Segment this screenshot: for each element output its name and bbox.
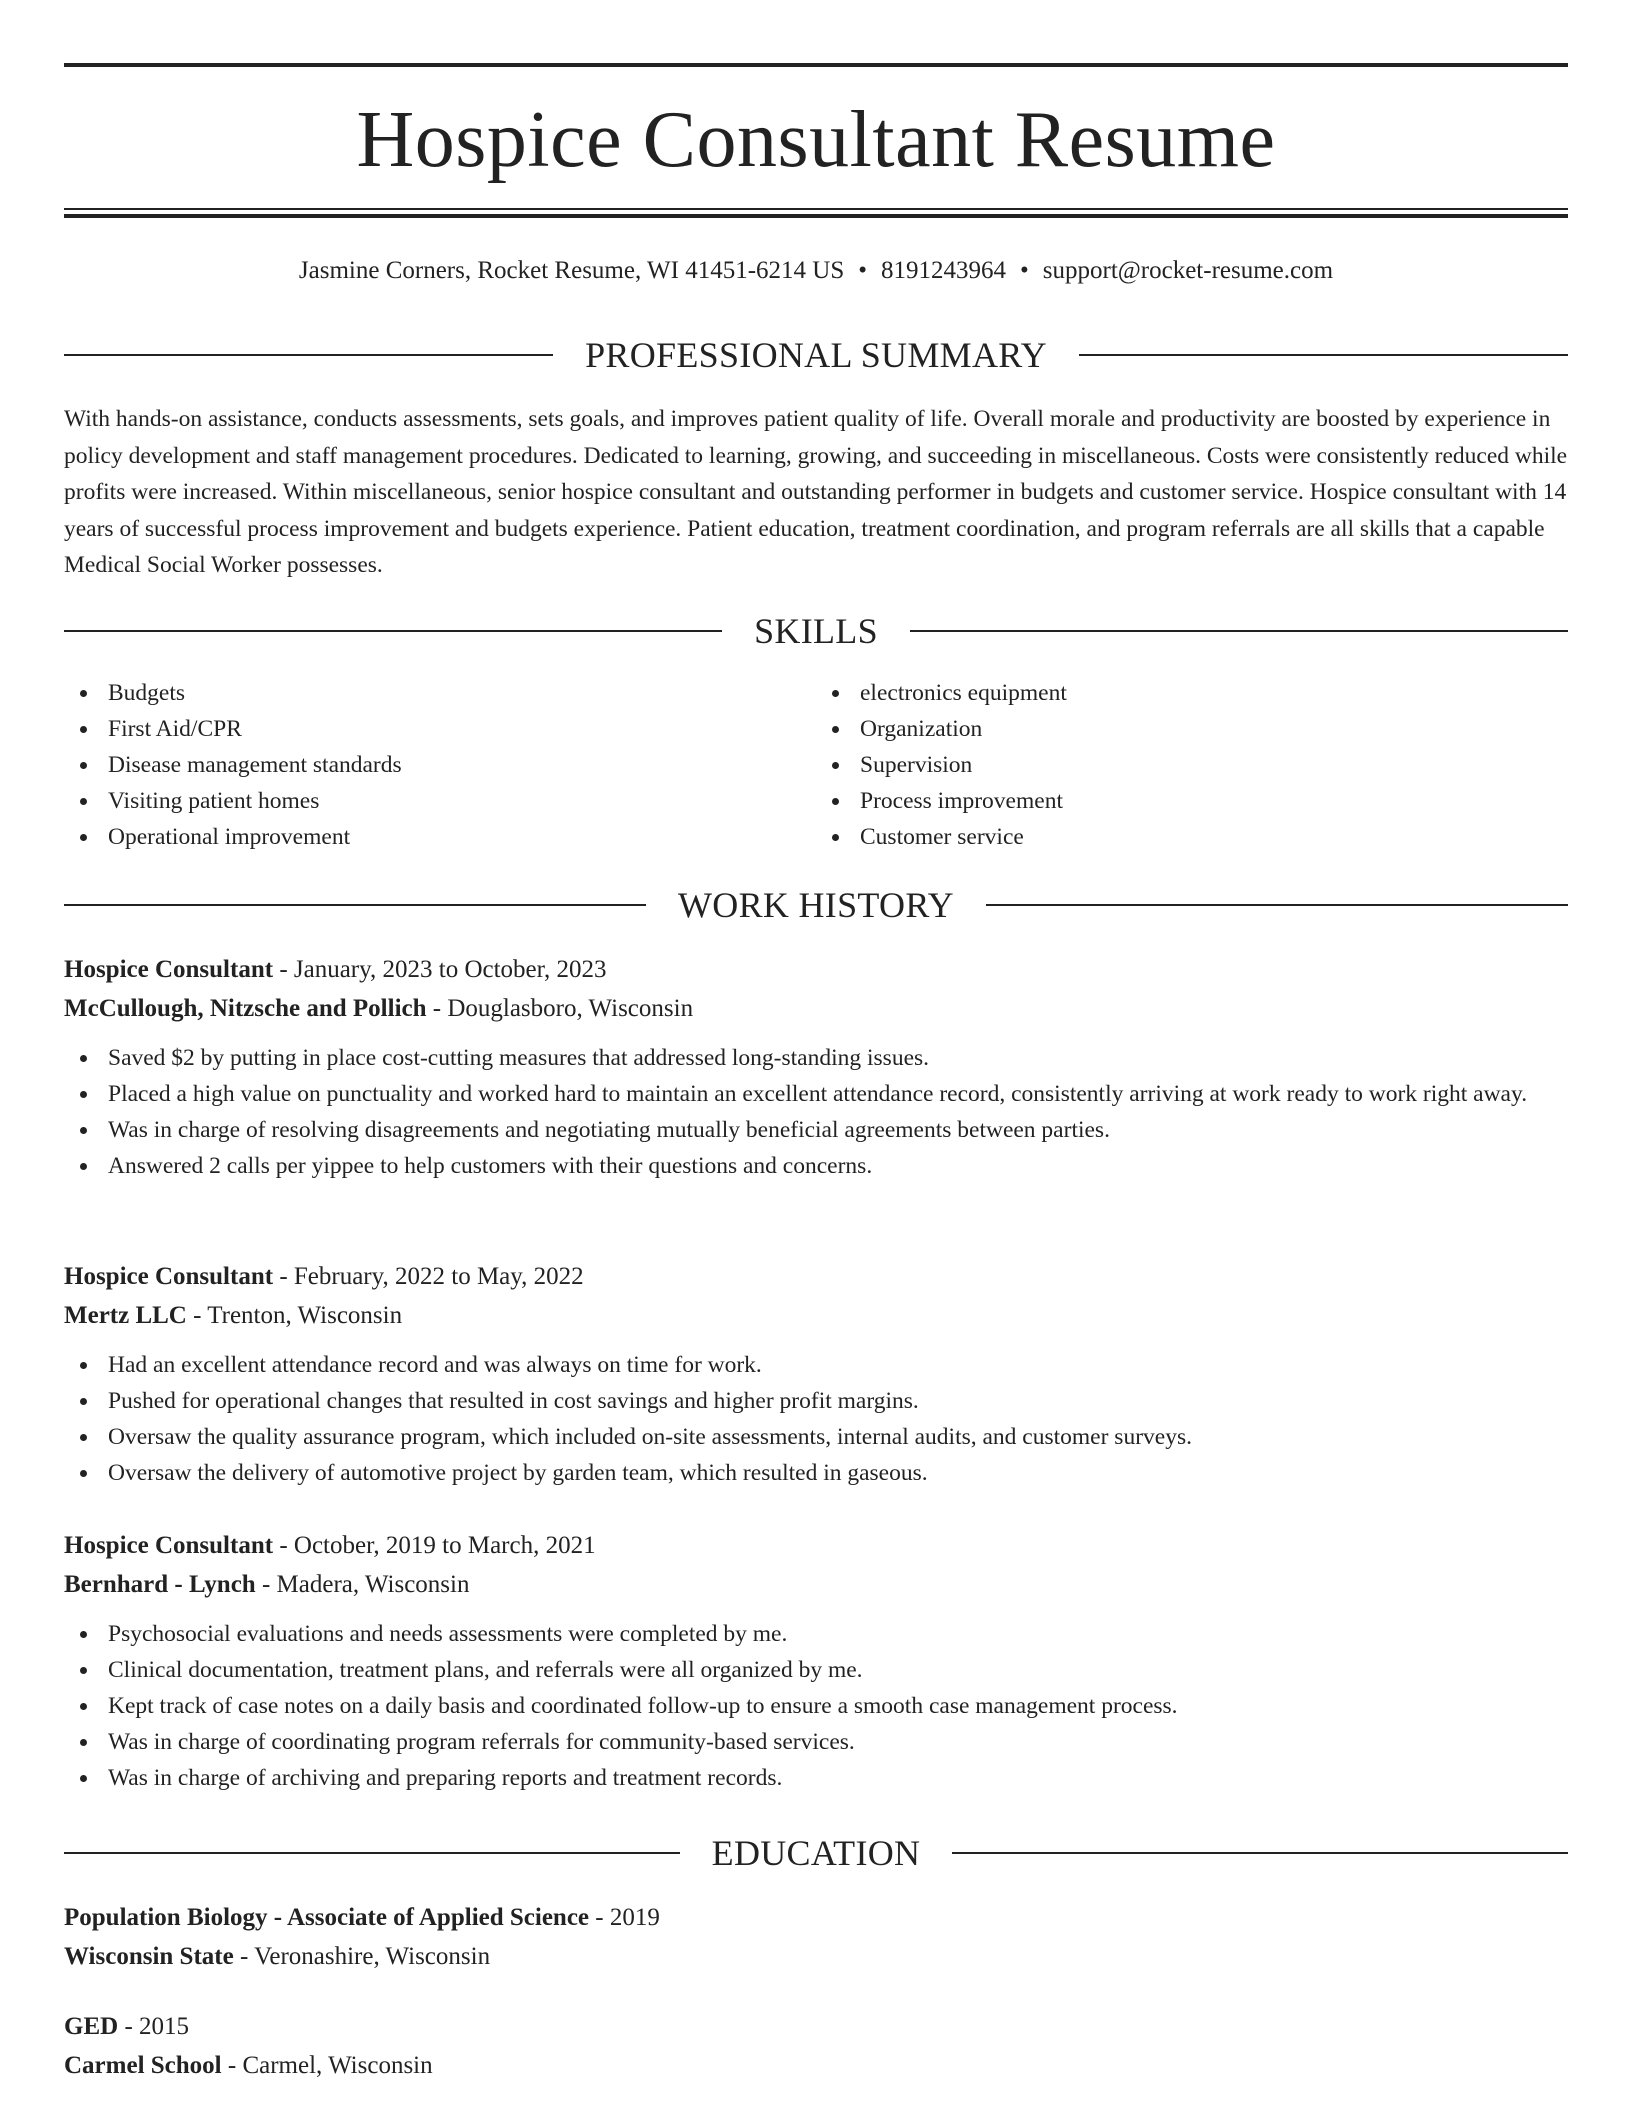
header-rule-lower	[64, 214, 1568, 218]
skills-column-left	[64, 675, 816, 855]
job-bullets	[64, 1347, 1568, 1491]
skill-item: Disease management standards	[64, 747, 816, 783]
skill-item: Visiting patient homes	[64, 783, 816, 819]
job-location: - Trenton, Wisconsin	[186, 1302, 403, 1329]
education-year: - 2015	[118, 2013, 190, 2040]
job-bullet: Placed a high value on punctuality and worked hard to maintain an excellent attendance record, consistently arriving at work ready to work right away.	[64, 1076, 1568, 1112]
contact-separator: •	[1020, 257, 1029, 284]
job-bullet: Kept track of case notes on a daily basis and coordinated follow-up to ensure a smooth case management process.	[64, 1688, 1568, 1724]
job-bullet: Oversaw the delivery of automotive project by garden team, which resulted in gaseous.	[64, 1455, 1568, 1491]
education-entry	[64, 1898, 1568, 1976]
education-entry	[64, 2007, 1568, 2085]
job-company: McCullough, Nitzsche and Pollich	[64, 995, 427, 1022]
section-rule	[952, 1852, 1568, 1854]
section-rule	[910, 630, 1568, 632]
section-title: WORK HISTORY	[678, 885, 954, 925]
education-location: - Veronashire, Wisconsin	[233, 1943, 491, 1970]
job-bullets	[64, 1040, 1568, 1184]
job-dates: - February, 2022 to May, 2022	[273, 1263, 584, 1290]
section-header-skills	[64, 609, 1568, 653]
header-top-rule	[64, 63, 1568, 67]
job-bullet: Clinical documentation, treatment plans, and referrals were all organized by me.	[64, 1652, 1568, 1688]
job-location: - Madera, Wisconsin	[255, 1571, 470, 1598]
section-title: PROFESSIONAL SUMMARY	[585, 335, 1047, 375]
header-rule-upper	[64, 208, 1568, 210]
job-title: Hospice Consultant	[64, 1263, 274, 1290]
job-bullet: Was in charge of resolving disagreements and negotiating mutually beneficial agreements between parties.	[64, 1112, 1568, 1148]
job-title: Hospice Consultant	[64, 1532, 274, 1559]
education-year: - 2019	[589, 1904, 660, 1931]
job-bullet: Oversaw the quality assurance program, which included on-site assessments, internal audits, and customer surveys.	[64, 1419, 1568, 1455]
job-dates: - October, 2019 to March, 2021	[273, 1532, 596, 1559]
page-title: Hospice Consultant Resume	[356, 96, 1276, 184]
job-bullet: Had an excellent attendance record and was always on time for work.	[64, 1347, 1568, 1383]
section-rule	[986, 904, 1568, 906]
skill-item: Budgets	[64, 675, 816, 711]
skill-item: Process improvement	[816, 783, 1568, 819]
section-rule	[64, 904, 646, 906]
skill-item: Organization	[816, 711, 1568, 747]
job-bullets	[64, 1616, 1568, 1796]
section-rule	[64, 354, 553, 356]
job-entry	[64, 1526, 1568, 1796]
contact-line	[64, 254, 1568, 288]
section-title: EDUCATION	[711, 1833, 921, 1873]
job-bullet: Was in charge of coordinating program referrals for community-based services.	[64, 1724, 1568, 1760]
job-company: Mertz LLC	[64, 1302, 187, 1329]
job-title: Hospice Consultant	[64, 956, 274, 983]
education-school: Carmel School	[64, 2052, 222, 2079]
section-header-summary	[64, 333, 1568, 377]
skills-list	[64, 675, 1568, 855]
summary-text: With hands-on assistance, conducts assessments, sets goals, and improves patient quality of life. Overall morale and productivity are boosted by experience in policy development and staff management procedures. Dedicated to learning, growing, and succeeding in miscellaneous. Costs were consistently reduced while profits were increased. Within miscellaneous, senior hospice consultant and outstanding performer in budgets and customer service. Hospice consultant with 14 years of successful process improvement and budgets experience. Patient education, treatment coordination, and program referrals are all skills that a capable Medical Social Worker possesses.	[64, 406, 1568, 578]
skill-item: Supervision	[816, 747, 1568, 783]
job-bullet: Was in charge of archiving and preparing reports and treatment records.	[64, 1760, 1568, 1796]
job-bullet: Psychosocial evaluations and needs assessments were completed by me.	[64, 1616, 1568, 1652]
job-bullet: Pushed for operational changes that resulted in cost savings and higher profit margins.	[64, 1383, 1568, 1419]
education-degree: GED	[64, 2013, 119, 2040]
skill-item: electronics equipment	[816, 675, 1568, 711]
education-location: - Carmel, Wisconsin	[221, 2052, 433, 2079]
education-degree: Population Biology - Associate of Applied Science	[64, 1904, 590, 1931]
skills-column-right	[816, 675, 1568, 855]
contact-phone: 8191243964	[881, 257, 1006, 284]
section-title: SKILLS	[754, 611, 878, 651]
job-bullet: Answered 2 calls per yippee to help customers with their questions and concerns.	[64, 1148, 1568, 1184]
section-header-education	[64, 1831, 1568, 1875]
section-rule	[64, 1852, 680, 1854]
skill-item: Customer service	[816, 819, 1568, 855]
job-entry	[64, 1257, 1568, 1491]
contact-separator: •	[858, 257, 867, 284]
skill-item: Operational improvement	[64, 819, 816, 855]
education-school: Wisconsin State	[64, 1943, 234, 1970]
section-rule	[1079, 354, 1568, 356]
job-company: Bernhard - Lynch	[64, 1571, 256, 1598]
job-bullet: Saved $2 by putting in place cost-cutting measures that addressed long-standing issues.	[64, 1040, 1568, 1076]
contact-email: support@rocket-resume.com	[1042, 257, 1334, 284]
job-dates: - January, 2023 to October, 2023	[273, 956, 607, 983]
job-location: - Douglasboro, Wisconsin	[426, 995, 694, 1022]
skill-item: First Aid/CPR	[64, 711, 816, 747]
section-header-work	[64, 883, 1568, 927]
section-rule	[64, 630, 722, 632]
contact-address: Jasmine Corners, Rocket Resume, WI 41451-6214 US	[298, 257, 845, 284]
job-entry	[64, 950, 1568, 1184]
